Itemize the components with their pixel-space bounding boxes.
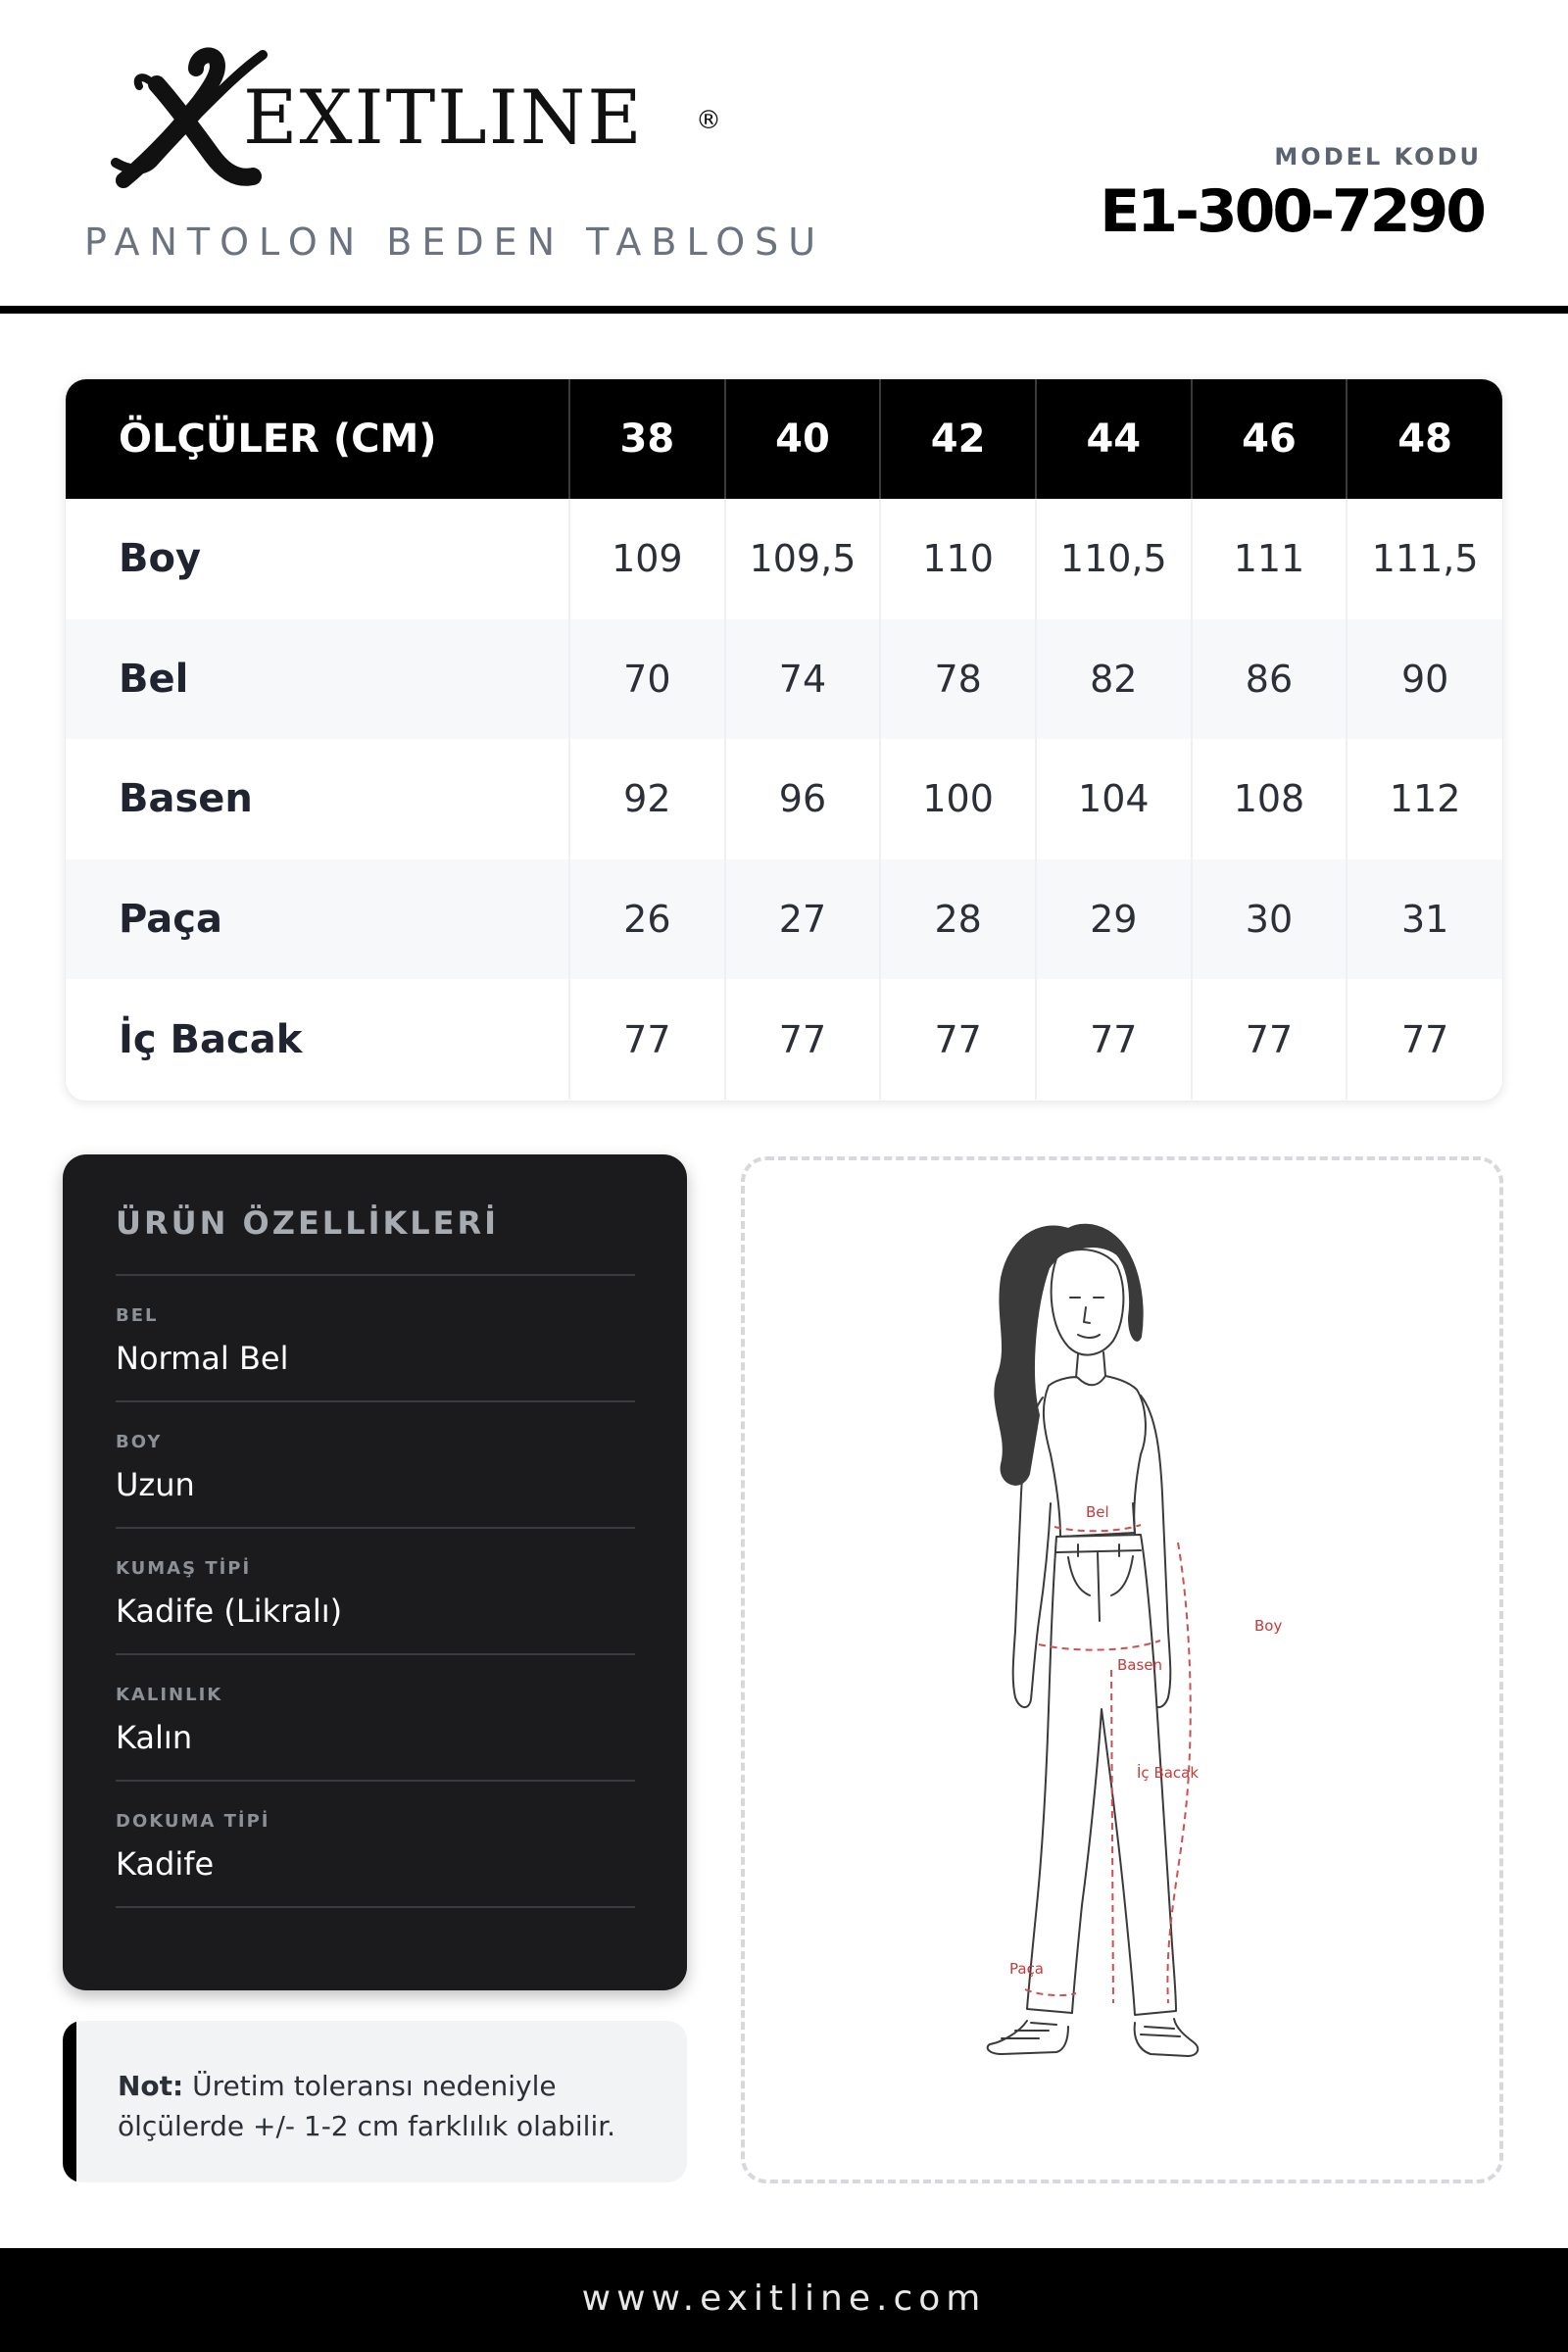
table-cell: 104 — [1036, 739, 1192, 859]
row-label: Boy — [66, 499, 569, 619]
table-cell: 110,5 — [1036, 499, 1192, 619]
header — [0, 0, 1568, 316]
table-cell: 109,5 — [725, 499, 881, 619]
note-bold-prefix: Not: — [118, 2070, 184, 2102]
row-label: Basen — [66, 739, 569, 859]
table-cell: 112 — [1347, 739, 1502, 859]
measurement-figure — [745, 1160, 1499, 2180]
figure-face — [1052, 1250, 1124, 1355]
table-cell: 109 — [569, 499, 725, 619]
hip-label: Basen — [1117, 1656, 1163, 1674]
size-header: 40 — [725, 379, 881, 499]
table-cell: 28 — [880, 859, 1036, 980]
waist-label: Bel — [1086, 1503, 1109, 1521]
row-label: Bel — [66, 619, 569, 740]
table-cell: 82 — [1036, 619, 1192, 740]
table-cell: 90 — [1347, 619, 1502, 740]
table-cell: 27 — [725, 859, 881, 980]
measurements-header: ÖLÇÜLER (CM) — [66, 379, 569, 499]
feature-item — [116, 1655, 635, 1782]
features-title: ÜRÜN ÖZELLİKLERİ — [116, 1204, 500, 1242]
feature-label: KALINLIK — [116, 1685, 223, 1705]
tolerance-note — [63, 2021, 687, 2182]
table-cell: 78 — [880, 619, 1036, 740]
row-label: Paça — [66, 859, 569, 980]
table-cell: 96 — [725, 739, 881, 859]
feature-item — [116, 1402, 635, 1529]
feature-label: BOY — [116, 1432, 163, 1452]
feature-value: Uzun — [116, 1466, 195, 1503]
brand-wordmark: EXITLINE — [243, 74, 644, 161]
note-accent-bar — [63, 2021, 76, 2182]
table-row — [66, 499, 1502, 619]
website-link[interactable]: www.exitline.com — [581, 2278, 987, 2319]
size-header: 48 — [1347, 379, 1502, 499]
size-header: 46 — [1192, 379, 1348, 499]
table-cell: 77 — [1036, 979, 1192, 1100]
table-cell: 86 — [1192, 619, 1348, 740]
size-table — [66, 379, 1502, 1100]
table-cell: 70 — [569, 619, 725, 740]
product-features-card — [63, 1154, 687, 1990]
model-code: E1-300-7290 — [1100, 177, 1484, 246]
size-table-card — [65, 378, 1503, 1102]
table-cell: 108 — [1192, 739, 1348, 859]
table-cell: 111,5 — [1347, 499, 1502, 619]
feature-item — [116, 1276, 635, 1402]
table-row — [66, 619, 1502, 740]
table-cell: 111 — [1192, 499, 1348, 619]
table-cell: 110 — [880, 499, 1036, 619]
table-cell: 77 — [1192, 979, 1348, 1100]
feature-value: Kadife (Likralı) — [116, 1592, 343, 1630]
table-cell: 77 — [725, 979, 881, 1100]
registered-mark: ® — [696, 106, 721, 135]
size-table-header-row — [66, 379, 1502, 499]
feature-value: Kadife — [116, 1845, 215, 1883]
size-header: 44 — [1036, 379, 1192, 499]
table-cell: 77 — [1347, 979, 1502, 1100]
feature-label: KUMAŞ TİPİ — [116, 1558, 252, 1579]
page-subtitle: PANTOLON BEDEN TABLOSU — [84, 220, 826, 264]
feature-label: BEL — [116, 1305, 159, 1326]
header-divider — [0, 306, 1568, 314]
table-cell: 31 — [1347, 859, 1502, 980]
size-header: 38 — [569, 379, 725, 499]
table-row — [66, 979, 1502, 1100]
brand-logo — [106, 45, 721, 192]
table-cell: 100 — [880, 739, 1036, 859]
model-code-label: MODEL KODU — [1274, 143, 1482, 171]
feature-label: DOKUMA TİPİ — [116, 1811, 270, 1832]
feature-item — [116, 1782, 635, 1908]
feature-value: Kalın — [116, 1719, 193, 1756]
note-body: Üretim toleransı nedeniyle ölçülerde +/- 1-2 cm farklılık olabilir. — [118, 2070, 616, 2142]
figure-right-foot — [1135, 2019, 1199, 2056]
note-text — [118, 2066, 666, 2146]
table-cell: 30 — [1192, 859, 1348, 980]
size-header: 42 — [880, 379, 1036, 499]
measurement-figure-panel — [741, 1156, 1503, 2183]
table-cell: 77 — [569, 979, 725, 1100]
inseam-label: İç Bacak — [1137, 1764, 1200, 1782]
table-row — [66, 859, 1502, 980]
feature-item — [116, 1529, 635, 1655]
table-cell: 26 — [569, 859, 725, 980]
table-cell: 74 — [725, 619, 881, 740]
table-cell: 77 — [880, 979, 1036, 1100]
hem-label: Paça — [1009, 1960, 1045, 1978]
table-cell: 92 — [569, 739, 725, 859]
row-label: İç Bacak — [66, 979, 569, 1100]
footer — [0, 2248, 1568, 2352]
length-label: Boy — [1254, 1617, 1283, 1635]
table-cell: 29 — [1036, 859, 1192, 980]
table-row — [66, 739, 1502, 859]
feature-value: Normal Bel — [116, 1340, 289, 1377]
